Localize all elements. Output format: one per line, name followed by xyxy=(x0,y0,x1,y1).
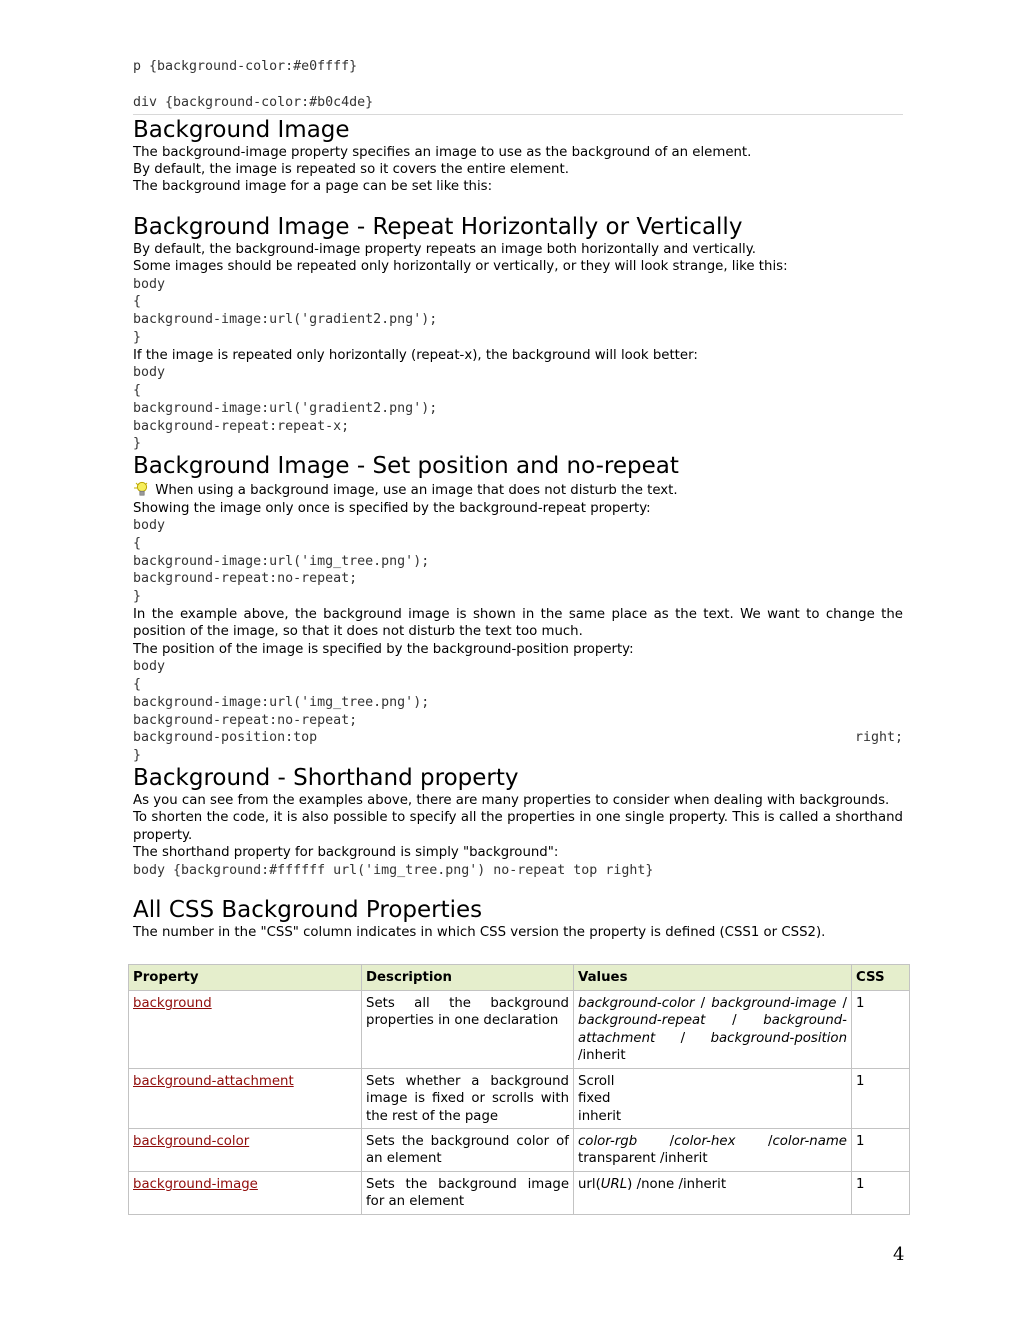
code-line: { xyxy=(133,383,142,399)
table-row xyxy=(129,1172,910,1215)
table-header-row xyxy=(129,965,910,991)
table-row xyxy=(129,1129,910,1172)
property-link[interactable]: background-color xyxy=(133,1134,250,1149)
text-line: By default, the background-image property repeats an image both horizontally and vertically. xyxy=(133,241,756,257)
css-version-cell: 1 xyxy=(852,1069,910,1129)
paragraph: As you can see from the examples above, there are many properties to consider when dealing with backgrounds. xyxy=(133,793,890,808)
text-line: If the image is repeated only horizontally (repeat-x), the background will look better: xyxy=(133,347,698,363)
lightbulb-icon xyxy=(133,480,151,498)
section-heading-all-properties: All CSS Background Properties xyxy=(133,897,483,924)
code-line: background-image:url('img_tree.png'); xyxy=(133,553,430,569)
text-line: Showing the image only once is specified by the background-repeat property: xyxy=(133,500,651,516)
property-link[interactable]: background xyxy=(133,996,212,1011)
values-cell: background-color / background-image / background-repeat / background-attachment / background-position /inherit xyxy=(574,991,852,1069)
code-line: background-repeat:repeat-x; xyxy=(133,418,350,434)
description-cell: Sets whether a background image is fixed or scrolls with the rest of the page xyxy=(362,1069,574,1129)
paragraph: To shorten the code, it is also possible to specify all the properties in one single property. This is called a shorthand property. xyxy=(133,810,903,843)
tip-line xyxy=(133,480,903,499)
column-header: Values xyxy=(574,965,852,991)
text-line: The number in the "CSS" column indicates in which CSS version the property is defined (CSS1 or CSS2). xyxy=(133,925,826,941)
paragraph: In the example above, the background image is shown in the same place as the text. We want to change the position of the image, so that it does not disturb the text too much. xyxy=(133,607,903,640)
text-line: Some images should be repeated only horizontally or vertically, or they will look strange, like this: xyxy=(133,259,788,275)
code-line: p {background-color:#e0ffff} xyxy=(133,59,358,74)
css-version-cell: 1 xyxy=(852,1172,910,1215)
properties-table xyxy=(128,964,910,1215)
code-line: } xyxy=(133,589,142,605)
code-line-position xyxy=(133,729,903,747)
code-line: body xyxy=(133,659,166,675)
property-link[interactable]: background-attachment xyxy=(133,1074,294,1089)
description-cell: Sets the background color of an element xyxy=(362,1129,574,1172)
code-line: body xyxy=(133,518,166,534)
code-line: body xyxy=(133,276,166,292)
values-cell: url(URL) /none /inherit xyxy=(574,1172,852,1215)
tip-text: When using a background image, use an image that does not disturb the text. xyxy=(155,483,678,499)
section-heading-shorthand: Background - Shorthand property xyxy=(133,765,519,791)
text-line: The background-image property specifies an image to use as the background of an element. xyxy=(133,144,752,160)
column-header: Property xyxy=(129,965,362,991)
code-line: } xyxy=(133,436,142,452)
section-heading-background-image: Background Image xyxy=(133,116,350,143)
page-number: 4 xyxy=(893,1244,905,1265)
divider xyxy=(133,114,903,115)
code-line: } xyxy=(133,330,142,346)
code-line: background-image:url('gradient2.png'); xyxy=(133,400,438,416)
values-cell: Scroll fixed inherit xyxy=(574,1069,852,1129)
code-line: { xyxy=(133,535,142,551)
table-row xyxy=(129,991,910,1069)
values-cell: color-rgb /color-hex /color-name transparent /inherit xyxy=(574,1129,852,1172)
code-line: { xyxy=(133,294,142,310)
code-line: } xyxy=(133,748,142,764)
text-line: The position of the image is specified by the background-position property: xyxy=(133,641,634,657)
text-line: The shorthand property for background is simply "background": xyxy=(133,845,559,861)
document-page xyxy=(133,58,903,942)
column-header: CSS xyxy=(852,965,910,991)
code-line: body {background:#ffffff url('img_tree.png') no-repeat top right} xyxy=(133,862,654,878)
css-version-cell: 1 xyxy=(852,1129,910,1172)
text-line: By default, the image is repeated so it covers the entire element. xyxy=(133,162,569,177)
code-line: body xyxy=(133,365,166,381)
text-line: The background image for a page can be set like this: xyxy=(133,179,493,195)
code-line: { xyxy=(133,677,142,693)
description-cell: Sets the background image for an element xyxy=(362,1172,574,1215)
code-line: background-image:url('gradient2.png'); xyxy=(133,312,438,328)
table-row xyxy=(129,1069,910,1129)
section-heading-repeat: Background Image - Repeat Horizontally or Vertically xyxy=(133,213,743,240)
description-cell: Sets all the background properties in one declaration xyxy=(362,991,574,1069)
code-fragment: right; xyxy=(854,730,903,746)
code-line: div {background-color:#b0c4de} xyxy=(133,94,374,110)
code-fragment: background-position:top xyxy=(133,730,318,746)
code-line: background-repeat:no-repeat; xyxy=(133,712,358,728)
code-line: background-image:url('img_tree.png'); xyxy=(133,694,430,710)
column-header: Description xyxy=(362,965,574,991)
css-version-cell: 1 xyxy=(852,991,910,1069)
code-line: background-repeat:no-repeat; xyxy=(133,571,358,587)
property-link[interactable]: background-image xyxy=(133,1177,258,1192)
section-heading-position: Background Image - Set position and no-repeat xyxy=(133,453,679,480)
